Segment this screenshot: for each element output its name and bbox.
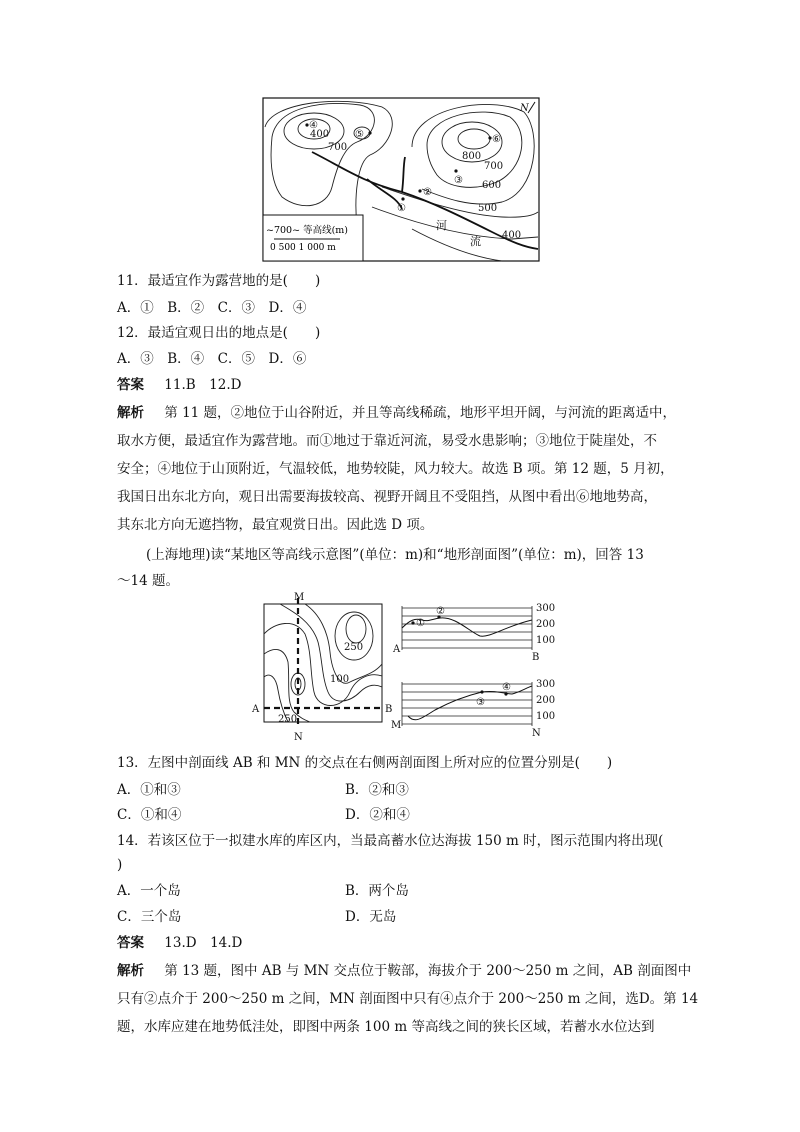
- analysis-1-line-1: 取水方便，最适宜作为露营地。而①地过于靠近河流，易受水患影响；③地位于陡崖处，不: [117, 433, 657, 449]
- answer-2: [117, 934, 242, 952]
- q13-option-b: B．②和③: [345, 782, 409, 798]
- ab-A: A: [393, 644, 401, 655]
- analysis-1-line-0: [117, 404, 676, 422]
- mn-tick-100: 100: [536, 711, 556, 722]
- ab-point-2: ②: [436, 606, 445, 617]
- q14-stem-2: ): [117, 857, 123, 873]
- contour-label-700: 700: [328, 142, 348, 153]
- legend-scale: 0 500 1 000 m: [270, 243, 336, 253]
- q11-stem: 11．最适宜作为露营地的是( ): [117, 273, 321, 289]
- mn-point-4: ④: [502, 682, 511, 693]
- intro-2-line-1: (上海地理)读“某地区等高线示意图”(单位：m)和“地形剖面图”(单位：m)，回答 13: [146, 547, 644, 563]
- q14-option-b: B．两个岛: [345, 883, 409, 899]
- answer-1: [117, 376, 241, 394]
- q14-option-a: A．一个岛: [117, 883, 181, 899]
- point-2-label: ②: [423, 187, 432, 198]
- mn-N: N: [532, 728, 541, 739]
- analysis-2-label: 解析: [117, 963, 144, 979]
- analysis-text: 第 11 题，②地位于山谷附近，并且等高线稀疏，地形平坦开阔，与河流的距离适中，: [164, 405, 677, 421]
- map-B: B: [385, 704, 393, 715]
- analysis-2-text: 第 13 题，图中 AB 与 MN 交点位于鞍部，海拔介于 200～250 m 之间，AB 剖面图中: [164, 963, 692, 979]
- analysis-1-line-3: 我国日出东北方向，观日出需要海拔较高、视野开阔且不受阻挡，从图中看出⑥地地势高，: [117, 489, 657, 505]
- ab-B: B: [532, 652, 540, 663]
- contour-label-800: 800: [462, 151, 482, 162]
- q14-option-c: C．三个岛: [117, 909, 182, 925]
- ab-point-1: ①: [416, 618, 425, 629]
- legend-contour: ~700~ 等高线(m): [266, 225, 348, 236]
- contour-label-700b: 700: [484, 161, 504, 172]
- river-char-2: 流: [470, 235, 481, 248]
- mn-M: M: [391, 720, 402, 731]
- point-6-label: ⑥: [492, 134, 501, 145]
- analysis-1-line-2: 安全；④地位于山顶附近，气温较低，地势较陡，风力较大。故选 B 项。第 12 题，5 月初，: [117, 461, 674, 477]
- q12-stem: 12．最适宜观日出的地点是( ): [117, 325, 321, 341]
- q11-options: A．① B．② C．③ D．④: [117, 300, 307, 316]
- intro-2-line-2: ～14 题。: [117, 573, 179, 589]
- q14-stem: 14．若该区位于一拟建水库的库区内，当最高蓄水位达海拔 150 m 时，图示范围内将出现(: [117, 833, 664, 849]
- contour-label-400: 400: [310, 129, 330, 140]
- answer-2-label: 答案: [117, 935, 144, 951]
- q14-option-d: D．无岛: [345, 909, 397, 925]
- contour-map-figure: [262, 97, 542, 263]
- ab-tick-200: 200: [536, 619, 556, 630]
- mn-tick-300: 300: [536, 679, 556, 690]
- answer-2-text: 13.D 14.D: [164, 935, 243, 951]
- q13-option-d: D．②和④: [345, 807, 410, 823]
- analysis-2-line-0: [117, 962, 691, 980]
- q13-stem: 13．左图中剖面线 AB 和 MN 的交点在右侧两剖面图上所对应的位置分别是( ): [117, 755, 613, 771]
- map-100: 100: [330, 674, 350, 685]
- analysis-2-line-2: 题，水库应建在地势低洼处，即图中两条 100 m 等高线之间的狭长区域，若蓄水水位达到: [117, 1019, 655, 1035]
- map-250b: 250: [278, 714, 298, 725]
- map-A: A: [252, 704, 260, 715]
- answer-text: 11.B 12.D: [164, 377, 242, 393]
- mn-point-3: ③: [476, 697, 485, 708]
- analysis-label: 解析: [117, 405, 144, 421]
- north-label: N: [520, 103, 529, 114]
- q12-options: A．③ B．④ C．⑤ D．⑥: [117, 351, 307, 367]
- map-250a: 250: [344, 642, 364, 653]
- analysis-1-line-4: 其东北方向无遮挡物，最宜观赏日出。因此选 D 项。: [117, 517, 434, 533]
- mn-tick-200: 200: [536, 695, 556, 706]
- q13-option-a: A．①和③: [117, 782, 181, 798]
- q13-option-c: C．①和④: [117, 807, 182, 823]
- ab-tick-300: 300: [536, 603, 556, 614]
- map-M: M: [294, 592, 305, 603]
- contour-label-500: 500: [478, 203, 498, 214]
- contour-label-400b: 400: [502, 230, 522, 241]
- contour-label-600: 600: [482, 180, 502, 191]
- map-N: N: [294, 732, 303, 742]
- river-char-1: 河: [436, 219, 447, 232]
- point-4-label: ④: [309, 120, 318, 131]
- analysis-2-line-1: 只有②点介于 200～250 m 之间，MN 剖面图中只有④点介于 200～250 m 之间，选D。第 14: [117, 991, 699, 1007]
- point-3-label: ③: [454, 175, 463, 186]
- point-5-label: ⑤: [355, 129, 364, 140]
- contour-profile-figure: [250, 592, 560, 742]
- answer-label: 答案: [117, 377, 144, 393]
- point-1-label: ①: [397, 203, 406, 214]
- ab-tick-100: 100: [536, 635, 556, 646]
